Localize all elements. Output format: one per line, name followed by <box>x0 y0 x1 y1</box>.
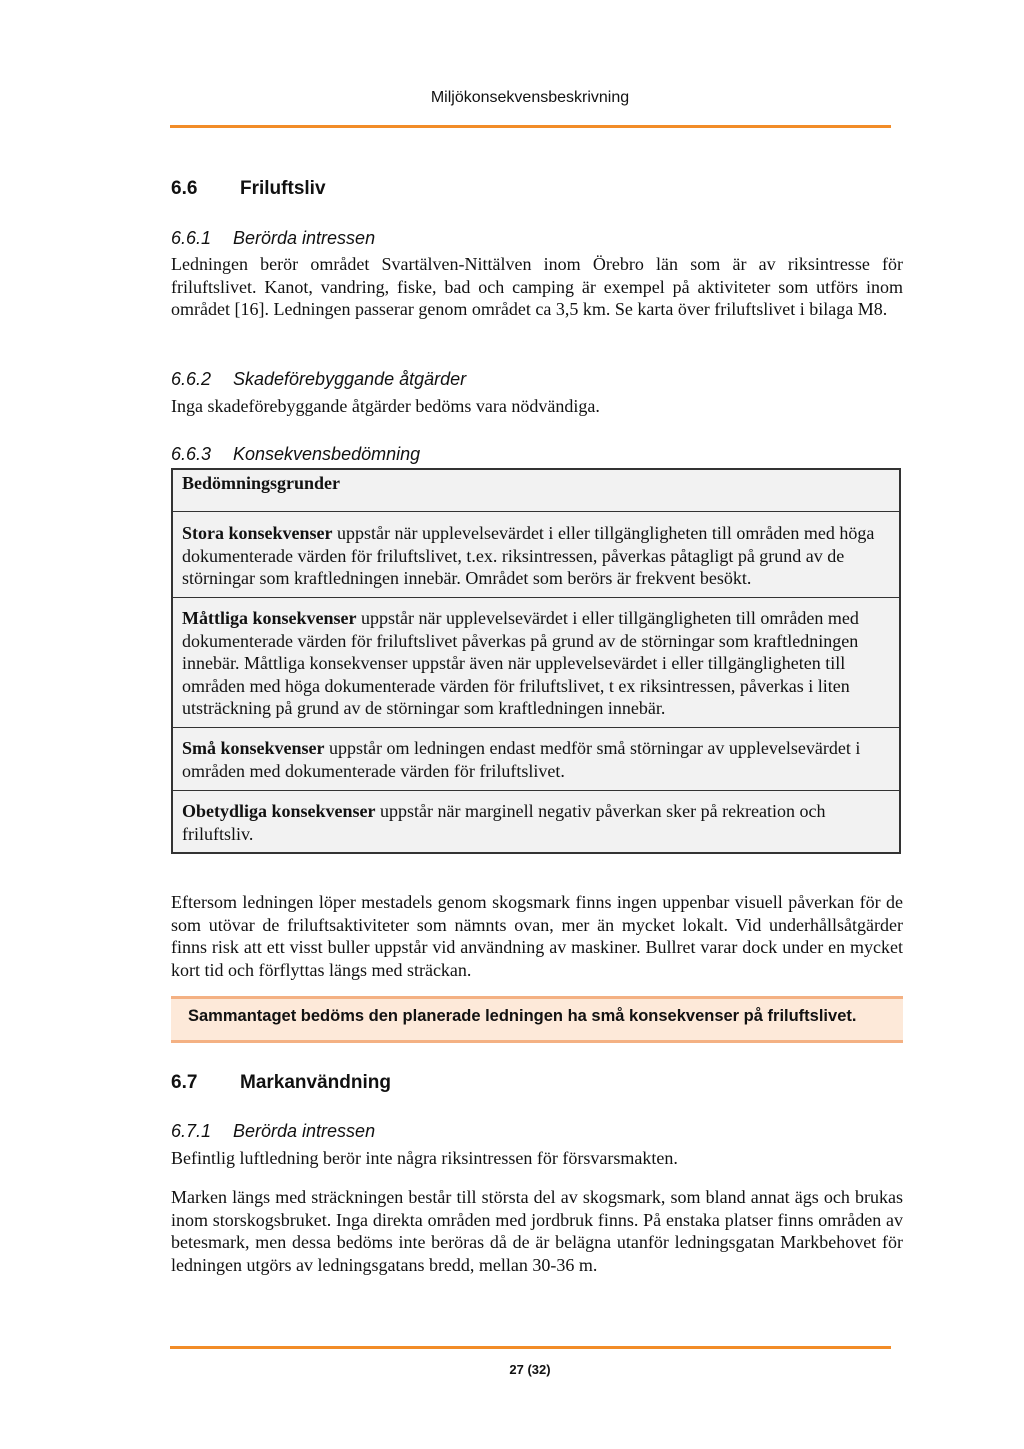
table-row-text: uppstår när upplevelsevärdet i eller tillgängligheten till områden med dokumenterade värden för friluftslivet påverkas på grund av de störningar som kraftledningen innebär. Måttliga konsekvenser uppstår även när upplevelsevärdet i eller tillgängligheten till områden med höga dokumenterade värden för friluftslivet, t ex riksintressen, påverkas i liten utsträckning på grund av de störningar som kraftledningen innebär. <box>182 608 859 718</box>
table-row-term: Måttliga konsekvenser <box>182 608 357 628</box>
table-row <box>173 511 899 597</box>
subsection-title: Berörda intressen <box>233 228 376 248</box>
paragraph-6-7-1-b: Marken längs med sträckningen består till största del av skogsmark, som bland annat ägs och brukas inom storskogsbruket. Inga direkta områden med jordbruk finns. På enstaka platser finns områden av betesmark, men dessa bedöms inte beröras då de är belägna utanför ledningsgatan Markbehovet för ledningen utgörs av ledningsgatans bredd, mellan 30-36 m. <box>171 1187 903 1275</box>
paragraph-6-6-1: Ledningen berör området Svartälven-Nittälven inom Örebro län som är av riksintresse för friluftslivet. Kanot, vandring, fiske, bad och camping är exempel på aktiviteter som utförs inom området [16]. Ledningen passerar genom området ca 3,5 km. Se karta över friluftslivet i bilaga M8. <box>171 254 903 319</box>
subsection-heading-6-6-1 <box>171 228 375 249</box>
paragraph-6-6-2: Inga skadeförebyggande åtgärder bedöms vara nödvändiga. <box>171 396 600 416</box>
table-row-text: uppstår om ledningen endast medför små störningar av upplevelsevärdet i områden med dokumenterade värden för friluftslivet. <box>182 738 861 781</box>
table-row-text: uppstår när marginell negativ påverkan sker på rekreation och friluftsliv. <box>182 801 826 844</box>
assessment-criteria-table <box>171 468 901 854</box>
table-row-term: Stora konsekvenser <box>182 523 333 543</box>
table-row-term: Små konsekvenser <box>182 738 325 758</box>
subsection-title: Berörda intressen <box>233 1121 376 1141</box>
table-row <box>173 727 899 790</box>
table-row-text: uppstår när upplevelsevärdet i eller tillgängligheten till områden med höga dokumenterade värden för friluftslivet, t.ex. riksintressen, påverkas påtagligt på grund av de störningar som kraftledningen innebär. Området som berörs är frekvent besökt. <box>182 523 875 588</box>
paragraph-6-6-3: Eftersom ledningen löper mestadels genom skogsmark finns ingen uppenbar visuell påverkan för de som utövar de friluftsaktiviteter som nämnts ovan, mer än mycket lokalt. Vid underhållsåtgärder finns risk att ett visst buller uppstår vid användning av maskiner. Bullret varar dock under en mycket kort tid och förflyttas längs med sträckan. <box>171 892 903 980</box>
subsection-number: 6.6.2 <box>171 369 212 389</box>
footer-divider <box>170 1346 891 1349</box>
summary-text: Sammantaget bedöms den planerade ledningen ha små konsekvenser på friluftslivet. <box>188 1007 857 1025</box>
table-row <box>173 597 899 727</box>
section-title: Friluftsliv <box>240 178 326 199</box>
paragraph-6-7-1-a: Befintlig luftledning berör inte några riksintressen för försvarsmakten. <box>171 1148 678 1168</box>
page-number: 27 (32) <box>509 1362 551 1377</box>
subsection-heading-6-6-2 <box>171 369 466 390</box>
section-number: 6.6 <box>171 178 198 199</box>
subsection-title: Skadeförebyggande åtgärder <box>233 369 467 389</box>
section-title: Markanvändning <box>240 1072 391 1093</box>
section-number: 6.7 <box>171 1072 198 1093</box>
section-heading-6-7 <box>171 1072 391 1094</box>
section-heading-6-6 <box>171 178 326 200</box>
page-header-title: Miljökonsekvensbeskrivning <box>430 89 630 106</box>
subsection-heading-6-6-3 <box>171 444 420 465</box>
table-heading: Bedömningsgrunder <box>182 473 341 493</box>
header-divider <box>170 125 891 128</box>
subsection-number: 6.7.1 <box>171 1121 212 1141</box>
subsection-number: 6.6.3 <box>171 444 212 464</box>
table-row <box>173 790 899 852</box>
table-row-term: Obetydliga konsekvenser <box>182 801 376 821</box>
summary-box <box>171 996 903 1043</box>
subsection-number: 6.6.1 <box>171 228 212 248</box>
subsection-title: Konsekvensbedömning <box>233 444 421 464</box>
subsection-heading-6-7-1 <box>171 1121 375 1142</box>
table-heading-row <box>173 470 899 511</box>
